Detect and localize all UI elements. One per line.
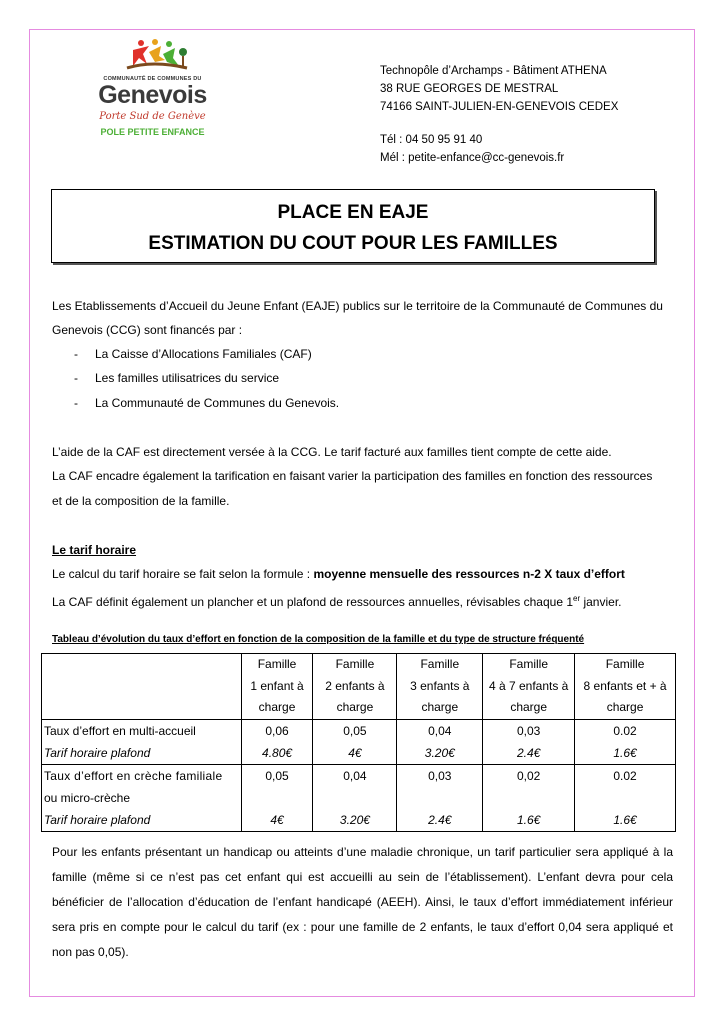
table-header-cell: Famille 1 enfant à charge [241, 654, 313, 720]
list-item: - La Communauté de Communes du Genevois. [74, 396, 340, 410]
logo [85, 38, 220, 138]
row-label: Taux d’effort en multi-accueil Tarif horaire plafond [42, 719, 242, 764]
page-title: PLACE EN EAJE [277, 202, 429, 223]
table-cell: 0,06 4.80€ [241, 719, 313, 764]
table-cell: 0,03 2.4€ [483, 719, 575, 764]
caf-line: La CAF encadre également la tarification en faisant varier la participation des familles en fonction des ressources [52, 469, 653, 483]
table-cell: 0,05 4€ [241, 764, 313, 831]
table-cell: 0,02 1.6€ [483, 764, 575, 831]
table-row [42, 719, 676, 764]
address-block [380, 62, 618, 167]
address-line: Technopôle d’Archamps - Bâtiment ATHENA [380, 65, 607, 77]
email[interactable]: Mél : petite-enfance@cc-genevois.fr [380, 152, 565, 164]
formula-line: Le calcul du tarif horaire se fait selon la formule : moyenne mensuelle des ressources n-2 X taux d’effort [52, 567, 625, 581]
table-header-cell: Famille 4 à 7 enfants à charge [483, 654, 575, 720]
table-title: Tableau d’évolution du taux d’effort en fonction de la composition de la famille et du type de structure fréquenté [52, 634, 585, 645]
logo-subtitle: Porte Sud de Genève [99, 111, 206, 122]
title-box [51, 189, 655, 263]
table-cell: 0.02 1.6€ [575, 719, 676, 764]
pole-label: POLE PETITE ENFANCE [100, 127, 205, 137]
page-subtitle: ESTIMATION DU COUT POUR LES FAMILLES [148, 233, 558, 254]
table-cell: 0,04 3.20€ [313, 764, 397, 831]
table-cell: 0,04 3.20€ [397, 719, 483, 764]
intro-line: Les Etablissements d’Accueil du Jeune Enfant (EAJE) publics sur le territoire de la Communauté de Communes du [52, 299, 663, 313]
handicap-paragraph: Pour les enfants présentant un handicap ou atteints d’une maladie chronique, un tarif particulier sera appliqué à la famille (même si ce n’est pas cet enfant qui est accueilli au sein de l’établissement). L’enfant devra pour cela bénéficier de l’allocation d’éducation de l’enfant handicapé (AEEH). Ainsi, le taux d’effort immédiatement inférieur sera pris en compte pour le calcul du tarif (ex : pour une famille de 2 enfants, le taux d’effort 0,04 sera appliqué et non pas 0,05). [52, 845, 673, 959]
address-line: 38 RUE GEORGES DE MESTRAL [380, 83, 559, 95]
row-label: Taux d’effort en crèche familiale ou micro-crèche Tarif horaire plafond [42, 764, 242, 831]
table-header-cell: Famille 8 enfants et + à charge [575, 654, 676, 720]
table-cell: 0,03 2.4€ [397, 764, 483, 831]
taux-effort-table [41, 653, 676, 832]
intro-line: Genevois (CCG) sont financés par : [52, 323, 243, 337]
table-header-row [42, 654, 676, 720]
phone: Tél : 04 50 95 91 40 [380, 134, 483, 146]
table-row [42, 764, 676, 831]
list-item: - La Caisse d’Allocations Familiales (CAF) [74, 347, 312, 361]
table-cell: 0,05 4€ [313, 719, 397, 764]
section-heading: Le tarif horaire [52, 543, 137, 557]
children-figures-icon [103, 38, 203, 76]
table-cell: 0.02 1.6€ [575, 764, 676, 831]
address-line: 74166 SAINT-JULIEN-EN-GENEVOIS CEDEX [380, 101, 619, 113]
table-header-empty [42, 654, 242, 720]
caf-line: et de la composition de la famille. [52, 494, 230, 508]
caf-line: L’aide de la CAF est directement versée à la CCG. Le tarif facturé aux familles tient compte de cette aide. [52, 445, 612, 459]
logo-community-label: COMMUNAUTÉ DE COMMUNES DU [103, 76, 202, 82]
table-header-cell: Famille 3 enfants à charge [397, 654, 483, 720]
logo-name: Genevois [98, 81, 207, 109]
table-header-cell: Famille 2 enfants à charge [313, 654, 397, 720]
plancher-line: La CAF définit également un plancher et un plafond de ressources annuelles, révisables chaque 1er janvier. [52, 594, 622, 609]
list-item: - Les familles utilisatrices du service [74, 371, 280, 385]
